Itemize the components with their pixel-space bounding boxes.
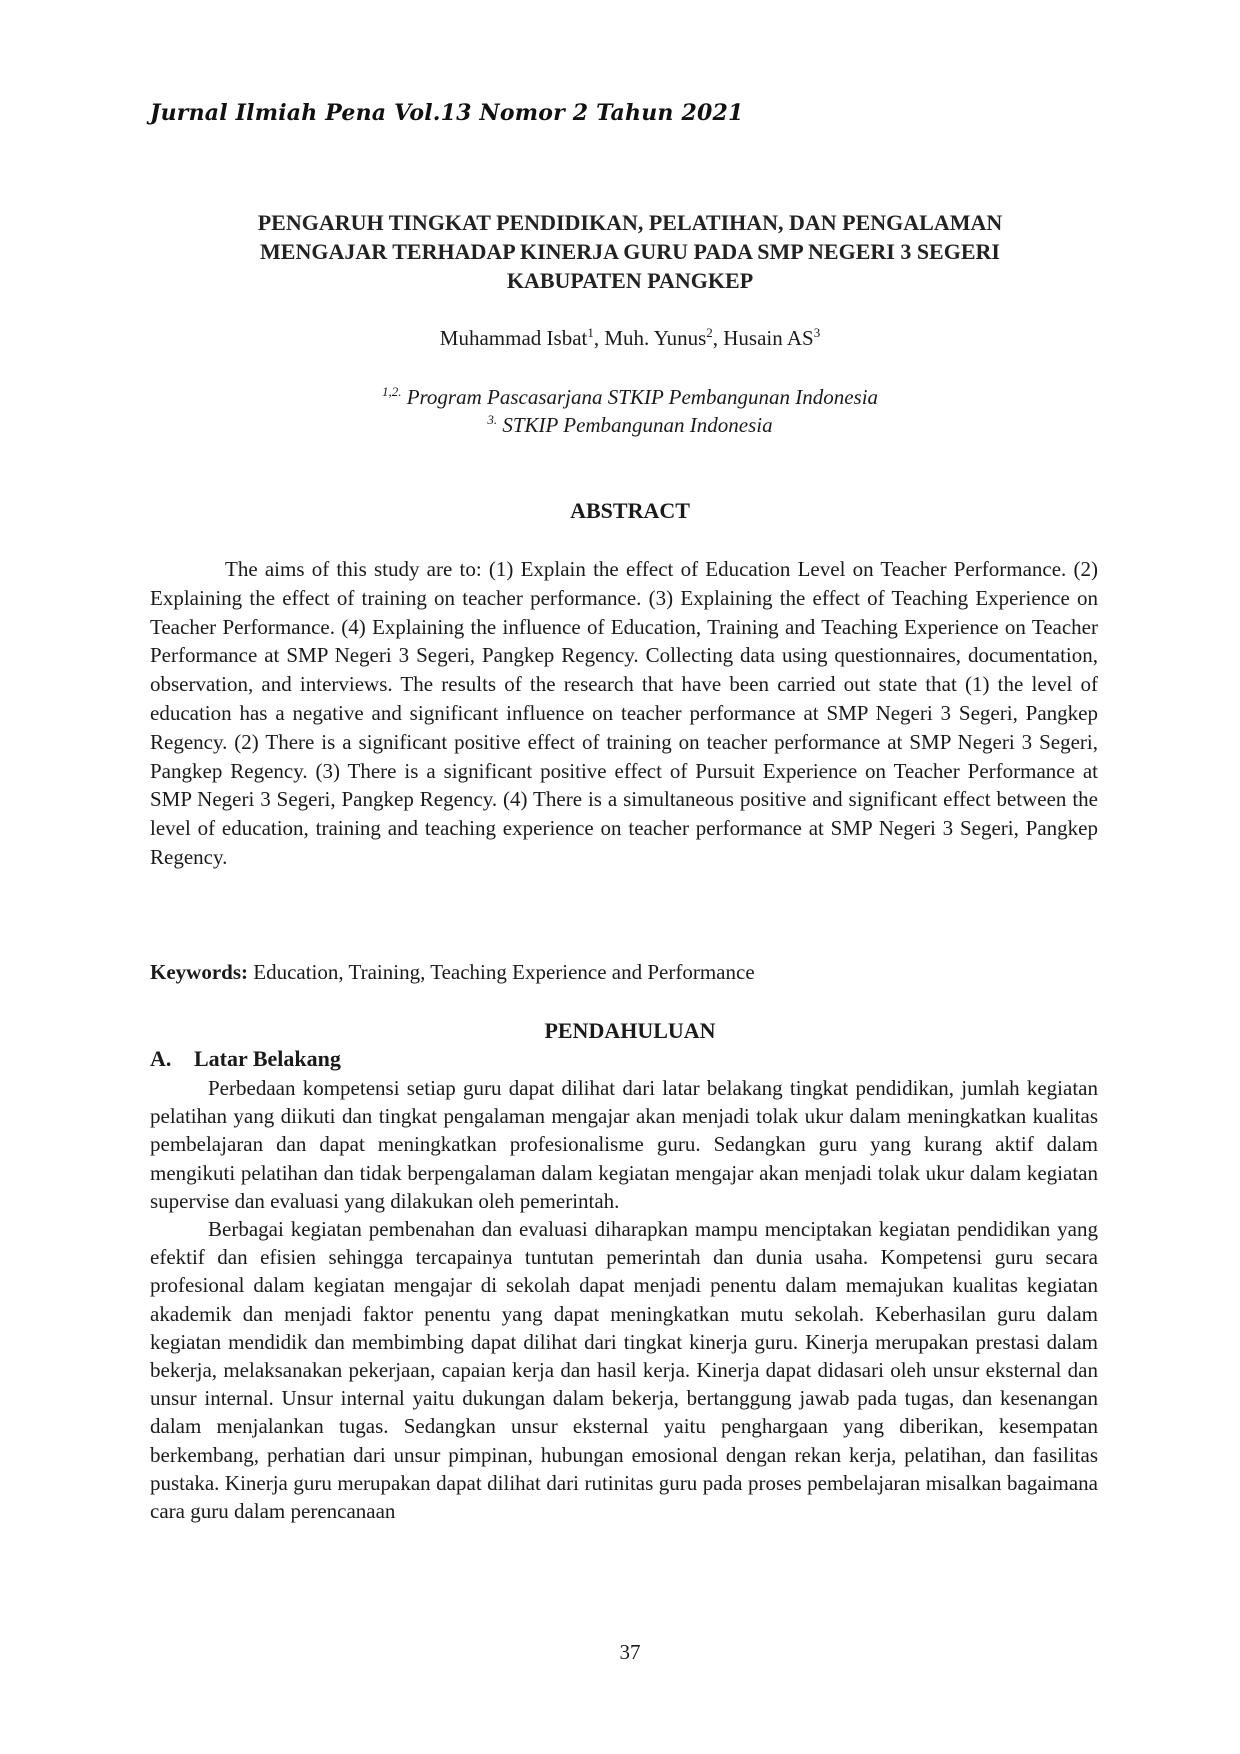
author-name: Husain AS	[723, 326, 814, 350]
section-heading: PENDAHULUAN	[544, 1018, 716, 1043]
affiliation-text: Program Pascasarjana STKIP Pembangunan Indonesia	[406, 385, 879, 409]
affiliation-text: STKIP Pembangunan Indonesia	[502, 413, 773, 437]
title-line: MENGAJAR TERHADAP KINERJA GURU PADA SMP NEGERI 3 SEGERI	[260, 239, 1000, 264]
author-sup: 1	[587, 325, 594, 340]
keywords-line	[150, 958, 1098, 986]
affiliation-list	[150, 383, 1110, 439]
author-name: Muhammad Isbat	[439, 326, 588, 350]
title-line: PENGARUH TINGKAT PENDIDIKAN, PELATIHAN, DAN PENGALAMAN	[257, 210, 1003, 235]
author-name: Muh. Yunus	[604, 326, 707, 350]
author-sup: 3	[813, 325, 821, 340]
subsection-title: Latar Belakang	[194, 1046, 341, 1071]
title-line: KABUPATEN PANGKEP	[506, 268, 754, 293]
keywords-text: Education, Training, Teaching Experience and Performance	[253, 960, 755, 984]
journal-header: Jurnal Ilmiah Pena Vol.13 Nomor 2 Tahun 2021	[150, 100, 744, 126]
affiliation-sup: 1,2.	[381, 384, 402, 399]
page-number: 37	[619, 1640, 641, 1664]
author-sup: 2	[706, 325, 713, 340]
abstract-text: The aims of this study are to: (1) Explain the effect of Education Level on Teacher Performance. (2) Explaining the effect of training on teacher performance. (3) Explaining the effect of Teaching Experience on Teacher Performance. (4) Explaining the influence of Education, Training and Teaching Experience on Teacher Performance at SMP Negeri 3 Segeri, Pangkep Regency. Collecting data using questionnaires, documentation, observation, and interviews. The results of the research that have been carried out state that (1) the level of education has a negative and significant influence on teacher performance at SMP Negeri 3 Segeri, Pangkep Regency. (2) There is a significant positive effect of training on teacher performance at SMP Negeri 3 Segeri, Pangkep Regency. (3) There is a significant positive effect of Pursuit Experience on Teacher Performance at SMP Negeri 3 Segeri, Pangkep Regency. (4) There is a simultaneous positive and significant effect between the level of education, training and teaching experience on teacher performance at SMP Negeri 3 Segeri, Pangkep Regency.	[150, 557, 1098, 869]
subsection-number: A.	[150, 1046, 172, 1071]
keywords-label: Keywords:	[150, 960, 248, 984]
body-paragraph: Perbedaan kompetensi setiap guru dapat dilihat dari latar belakang tingkat pendidikan, jumlah kegiatan pelatihan yang diikuti dan tingkat pengalaman mengajar akan menjadi tolak ukur dalam meningkatkan kualitas pembelajaran dan dapat meningkatkan profesionalisme guru. Sedangkan guru yang kurang aktif dalam mengikuti pelatihan dan tidak berpengalaman dalam kegiatan mengajar akan menjadi tolak ukur dalam kegiatan supervise dan evaluasi yang dilakukan oleh pemerintah.	[150, 1076, 1098, 1213]
section-body	[150, 1074, 1098, 1525]
author-list: Muhammad Isbat$^1$, Muh. Yunus$^2$, Husain $AS^3$	[439, 325, 821, 350]
paper-title	[150, 208, 1110, 295]
affiliation-line	[150, 383, 1110, 411]
affiliation-sup: 3.	[487, 412, 498, 427]
affiliation-line	[150, 411, 1110, 439]
subsection-heading	[150, 1046, 341, 1072]
body-paragraph: Berbagai kegiatan pembenahan dan evaluasi diharapkan mampu menciptakan kegiatan pendidikan yang efektif dan efisien sehingga tercapainya tuntutan pemerintah dan dunia usaha. Kompetensi guru secara profesional dalam kegiatan mengajar di sekolah dapat menjadi penentu dalam memajukan kualitas kegiatan akademik dan menjadi faktor penentu yang dapat meningkatkan mutu sekolah. Keberhasilan guru dalam kegiatan mendidik dan membimbing dapat dilihat dari tingkat kinerja guru. Kinerja merupakan prestasi dalam bekerja, melaksanakan pekerjaan, capaian kerja dan hasil kerja. Kinerja dapat didasari oleh unsur eksternal dan unsur internal. Unsur internal yaitu dukungan dalam bekerja, bertanggung jawab pada tugas, dan kesenangan dalam menjalankan tugas. Sedangkan unsur eksternal yaitu penghargaan yang diberikan, kesempatan berkembang, perhatian dari unsur pimpinan, hubungan emosional dengan rekan kerja, pelatihan, dan fasilitas pustaka. Kinerja guru merupakan dapat dilihat dari rutinitas guru pada proses pembelajaran misalkan bagaimana cara guru dalam perencanaan	[150, 1217, 1098, 1524]
abstract-heading: ABSTRACT	[570, 498, 690, 523]
